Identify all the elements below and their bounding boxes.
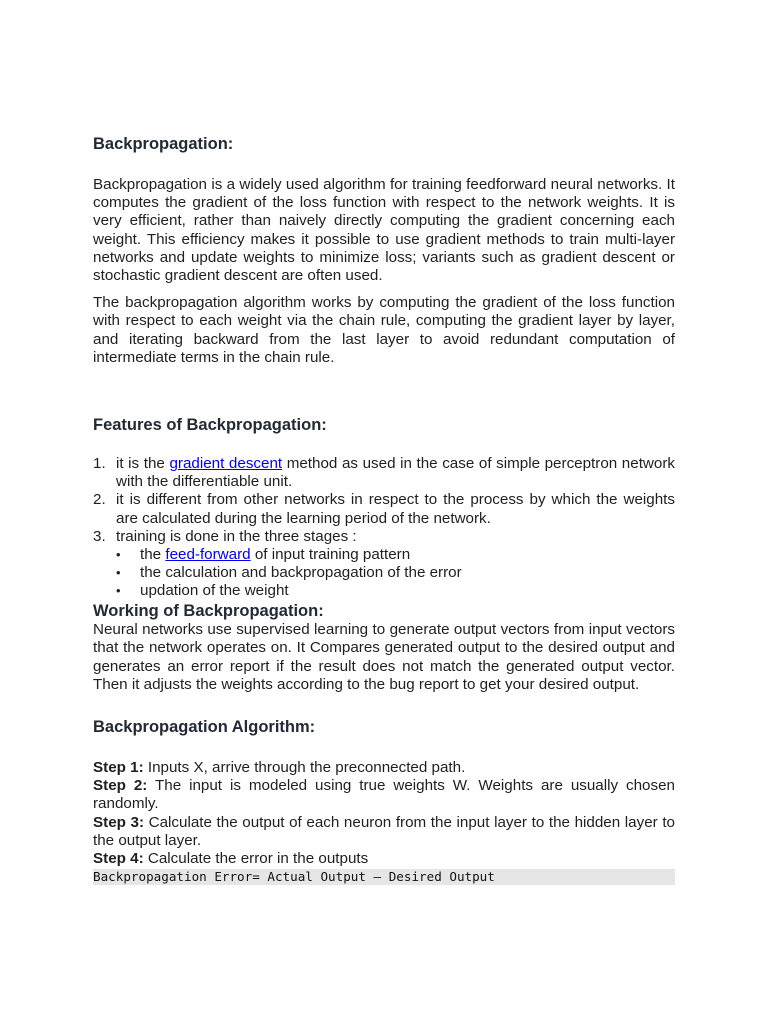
stage-text: updation of the weight bbox=[140, 582, 289, 600]
feature-item-3 bbox=[93, 528, 675, 601]
stage-item-1 bbox=[116, 546, 675, 564]
error-formula-code: Backpropagation Error= Actual Output – Desired Output bbox=[93, 869, 675, 885]
feed-forward-link[interactable]: feed-forward bbox=[165, 546, 251, 564]
working-heading: Working of Backpropagation: bbox=[93, 601, 324, 620]
document-page bbox=[93, 134, 675, 885]
feature-item-2 bbox=[93, 491, 675, 527]
algorithm-steps bbox=[93, 759, 675, 868]
features-heading: Features of Backpropagation: bbox=[93, 416, 327, 435]
feature-text-after: method as used in the case of simple perceptron network with the differentiable unit. bbox=[116, 455, 675, 491]
intro-paragraph-1: Backpropagation is a widely used algorithm for training feedforward neural networks. It computes the gradient of the loss function with respect to the network weights. It is very efficient, rather than naively directly computing the gradient concerning each weight. This efficiency makes it possible to use gradient methods to train multi-layer networks and update weights to minimize loss; variants such as gradient descent or stochastic gradient descent are often used. bbox=[93, 176, 675, 285]
bullet-icon: • bbox=[116, 565, 121, 581]
step-text: Inputs X, arrive through the preconnected path. bbox=[143, 759, 466, 777]
step-3 bbox=[93, 814, 675, 850]
step-2 bbox=[93, 777, 675, 813]
step-label: Step 1: bbox=[93, 759, 144, 777]
feature-text-before: it is the bbox=[116, 455, 170, 473]
feature-number: 3. bbox=[93, 527, 106, 545]
step-text: The input is modeled using true weights W. Weights are usually chosen randomly. bbox=[93, 777, 675, 813]
stage-text-before: the bbox=[140, 546, 166, 564]
step-label: Step 2: bbox=[93, 777, 148, 795]
feature-number: 1. bbox=[93, 455, 106, 473]
feature-number: 2. bbox=[93, 491, 106, 509]
training-stages-list bbox=[116, 546, 675, 601]
step-label: Step 4: bbox=[93, 850, 144, 868]
bullet-icon: • bbox=[116, 547, 121, 563]
bullet-icon: • bbox=[116, 583, 121, 599]
gradient-descent-link[interactable]: gradient descent bbox=[169, 455, 283, 473]
step-4 bbox=[93, 850, 675, 868]
stage-text: the calculation and backpropagation of the error bbox=[140, 564, 462, 582]
step-label: Step 3: bbox=[93, 813, 145, 831]
step-text: Calculate the error in the outputs bbox=[143, 850, 369, 868]
features-list bbox=[93, 455, 675, 601]
stage-item-3 bbox=[116, 582, 675, 600]
algorithm-heading: Backpropagation Algorithm: bbox=[93, 718, 316, 737]
intro-paragraph-2: The backpropagation algorithm works by computing the gradient of the loss function with respect to each weight via the chain rule, computing the gradient layer by layer, and iterating backward from the last layer to avoid redundant computation of intermediate terms in the chain rule. bbox=[93, 294, 675, 366]
step-text: Calculate the output of each neuron from the input layer to the hidden layer to the output layer. bbox=[93, 813, 675, 849]
working-paragraph: Neural networks use supervised learning to generate output vectors from input vectors that the network operates on. It Compares generated output to the desired output and generates an error report if the result does not match the generated output vector. Then it adjusts the weights according to the bug report to get your desired output. bbox=[93, 620, 675, 694]
feature-text: it is different from other networks in respect to the process by which the weights are calculated during the learning period of the network. bbox=[116, 491, 675, 527]
stage-item-2 bbox=[116, 564, 675, 582]
feature-text: training is done in the three stages : bbox=[116, 527, 357, 545]
feature-item-1 bbox=[93, 455, 675, 491]
stage-text-after: of input training pattern bbox=[250, 546, 411, 564]
main-heading: Backpropagation: bbox=[93, 135, 234, 153]
step-1 bbox=[93, 759, 675, 777]
